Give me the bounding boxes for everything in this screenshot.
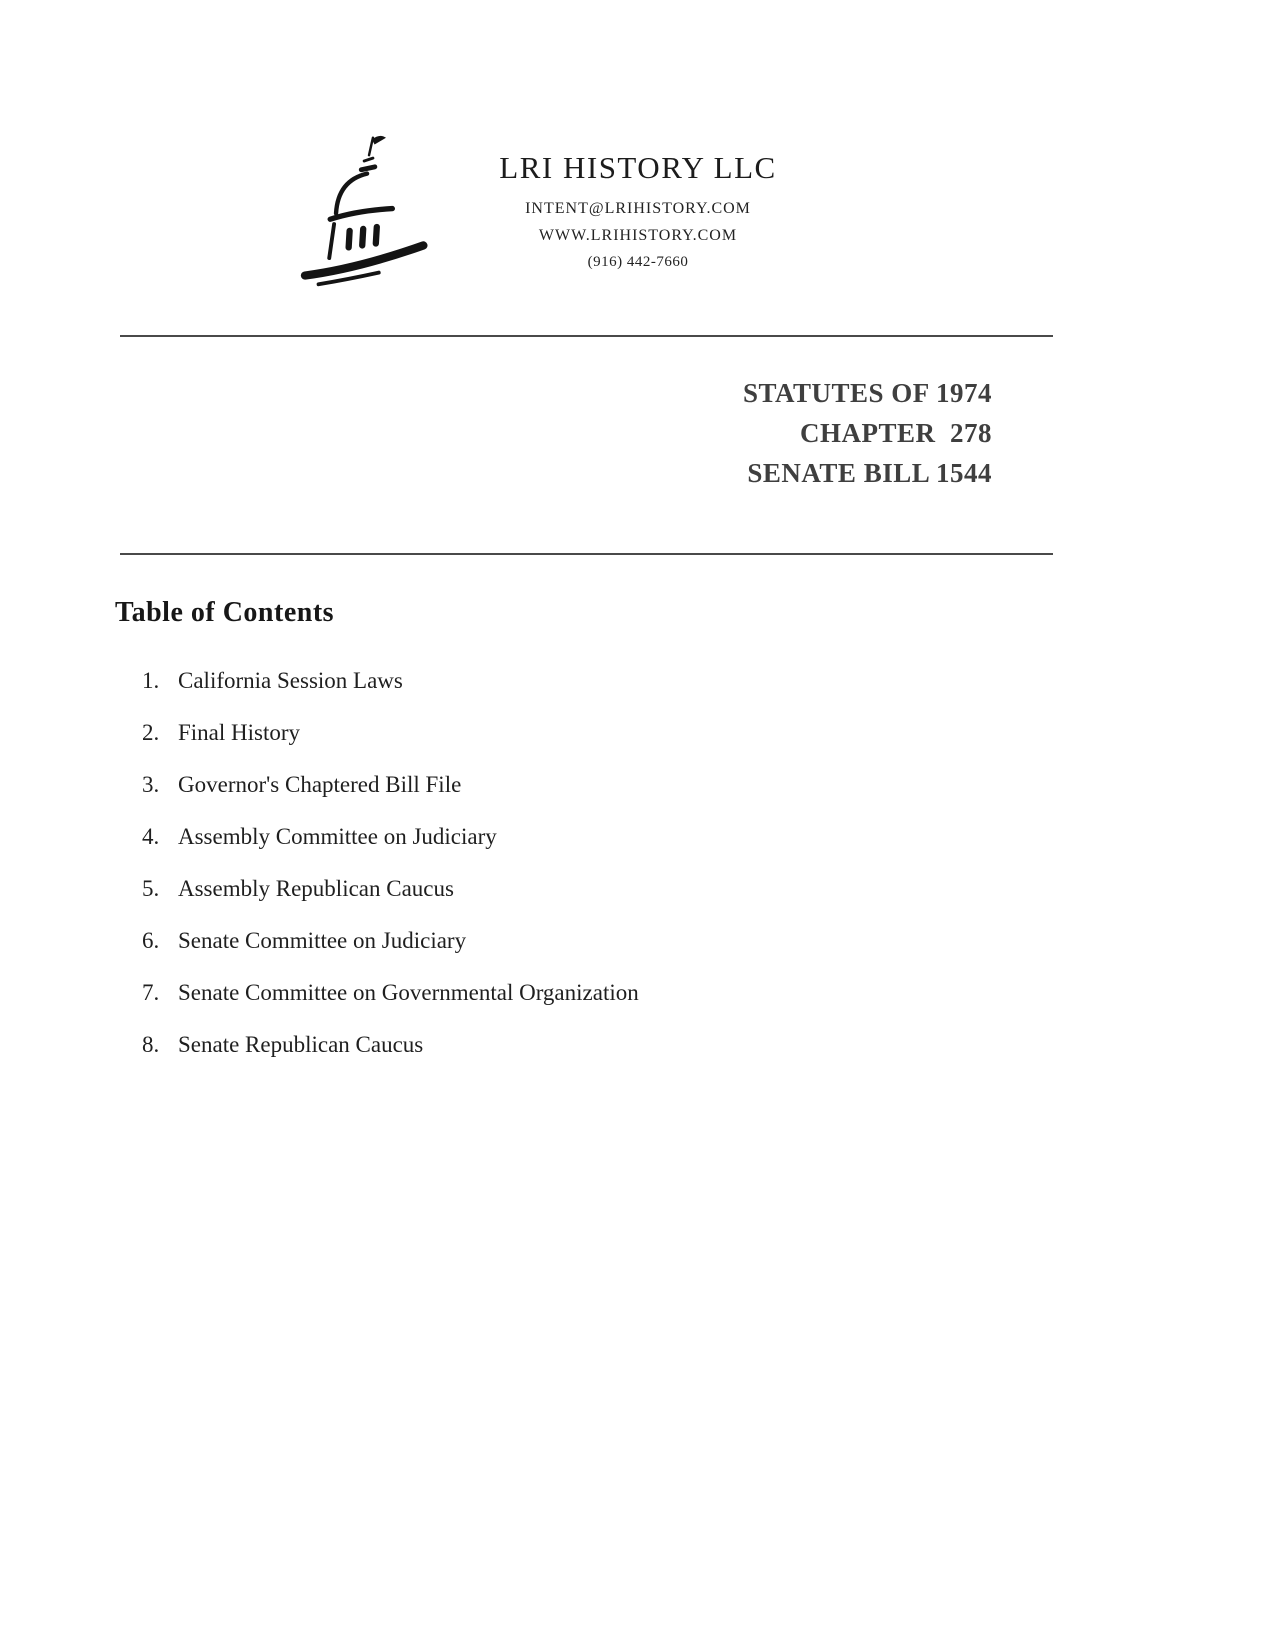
capitol-dome-logo-icon [295,128,445,293]
title-block [0,373,992,493]
toc-item-governors-chaptered-bill-file: Governor's Chaptered Bill File [178,772,462,797]
toc-item-assembly-republican-caucus: Assembly Republican Caucus [178,876,454,901]
statutes-line: STATUTES OF 1974 [742,378,992,408]
contact-block [473,150,803,271]
toc-heading: Table of Contents [115,597,335,628]
toc-item-senate-committee-judiciary: Senate Committee on Judiciary [178,928,467,953]
phone-text: (916) 442-7660 [587,254,689,270]
divider-top [120,335,1053,337]
senate-bill-line: SENATE BILL 1544 [747,458,992,488]
website-text: WWW.LRIHISTORY.COM [538,227,738,244]
toc-item-final-history: Final History [178,720,301,745]
toc-item-senate-committee-governmental-organization: Senate Committee on Governmental Organization [178,980,639,1005]
toc-list [0,667,1276,1059]
company-name: LRI HISTORY LLC [499,150,777,185]
toc-item-california-session-laws: California Session Laws [178,668,403,693]
letterhead [0,0,1276,293]
divider-bottom [120,553,1053,555]
chapter-line: CHAPTER 278 [799,418,992,448]
toc-item-assembly-committee-judiciary: Assembly Committee on Judiciary [178,824,497,849]
toc-item-senate-republican-caucus: Senate Republican Caucus [178,1032,424,1057]
email-text: INTENT@LRIHISTORY.COM [525,200,751,217]
